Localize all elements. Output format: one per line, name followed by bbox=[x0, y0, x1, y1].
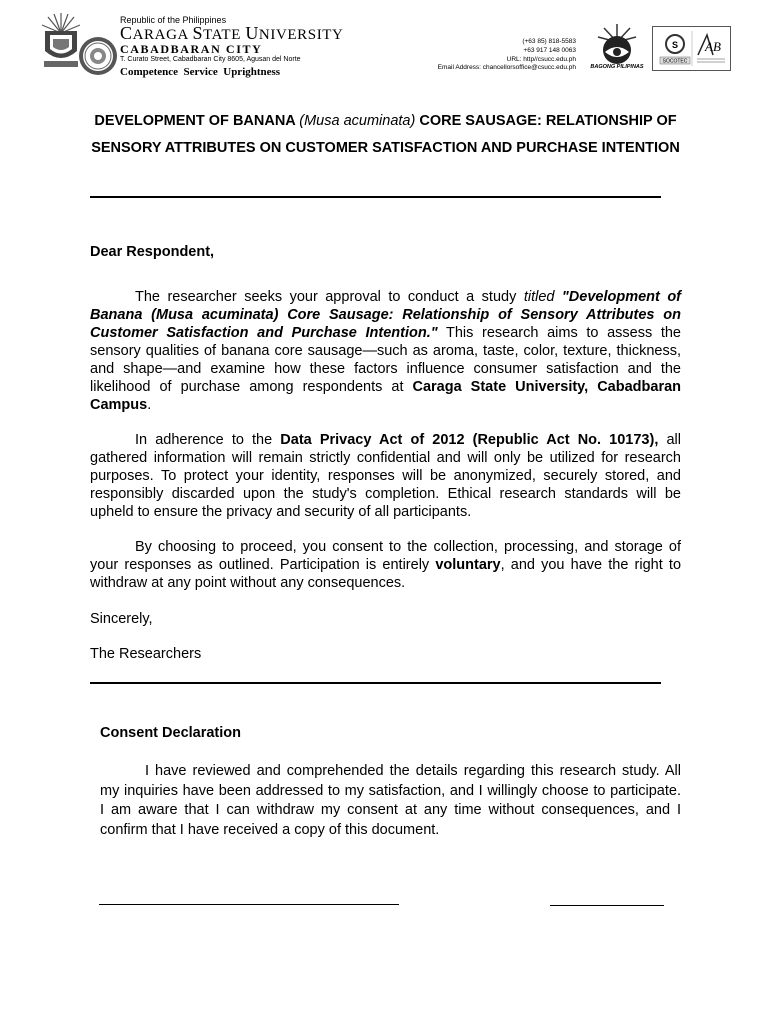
republic-text: Republic of the Philippines bbox=[120, 15, 227, 25]
consent-declaration-text: I have reviewed and comprehended the details regarding this research study. All my inquiries have been addressed to my satisfaction, and I willingly choose to participate. I am aware that I can withdraw my consent at any time without consequences, and I confirm that I have received a copy of this document. bbox=[100, 763, 681, 838]
cert-label: SOCOTEC bbox=[662, 58, 688, 65]
consent-text-b: , and you have the right to withdraw at any point without any consequences. bbox=[90, 557, 682, 591]
title-divider bbox=[90, 196, 661, 198]
website-url: URL: http//csucc.edu.ph bbox=[506, 55, 576, 63]
bagong-pilipinas-icon bbox=[586, 22, 648, 64]
consent-text-a: By choosing to proceed, you consent to the collection, processing, and storage of your responses as outlined. Participation is entirely bbox=[90, 539, 681, 573]
contact-info bbox=[438, 38, 576, 73]
university-name: CARAGA STATE UNIVERSITY bbox=[120, 23, 344, 43]
salutation: Dear Respondent, bbox=[90, 244, 215, 260]
bagong-pilipinas-logo bbox=[586, 22, 648, 74]
voluntary-text: voluntary bbox=[435, 557, 501, 573]
privacy-law: Data Privacy Act of 2012 (Republic Act No. 10173), bbox=[280, 432, 659, 448]
signature-researchers: The Researchers bbox=[90, 646, 202, 662]
study-title: "Development of Banana (Musa acuminata) Core Sausage: Relationship of Sensory Attributes on Customer Satisfaction and Purchase Intention." bbox=[90, 289, 681, 341]
email-address: Email Address: chancellorsoffice@csucc.edu.ph bbox=[437, 64, 576, 72]
study-location: Caraga State University, Cabadbaran Campus bbox=[90, 379, 682, 413]
title-part-1: DEVELOPMENT OF BANANA bbox=[94, 113, 296, 129]
privacy-text-b: all gathered information will remain strictly confidential and will only be utilized for research purposes. To protect your identity, responses will be anonymized, securely stored, and responsibly discarded upon the study's completion. Ethical research standards will be upheld to ensure the privacy and security of all participants. bbox=[90, 432, 681, 520]
svg-text:S: S bbox=[671, 40, 679, 50]
campus-seal-icon bbox=[78, 36, 118, 76]
document-title bbox=[90, 108, 681, 161]
letterhead bbox=[0, 0, 768, 84]
letter-divider bbox=[90, 682, 661, 684]
phone-1: (+63 85) 818-5583 bbox=[522, 38, 576, 45]
date-line bbox=[550, 905, 664, 906]
closing: Sincerely, bbox=[90, 611, 153, 627]
certification-icon bbox=[653, 27, 730, 70]
motto-service: Service bbox=[183, 66, 218, 78]
university-info bbox=[120, 15, 410, 80]
bagong-pilipinas-label: BAGONG PILIPINAS bbox=[590, 64, 644, 70]
intro-text-b: This research aims to assess the sensory qualities of banana core sausage—such as aroma, taste, color, texture, thickness, and shape—and examine how these factors influence consumer satisfaction and the likelihood of purchase among respondents at bbox=[90, 325, 681, 395]
title-species: (Musa acuminata) bbox=[299, 113, 416, 129]
phone-2: +63 917 148 0063 bbox=[523, 46, 576, 54]
city-name: CABADBARAN CITY bbox=[120, 42, 263, 56]
consent-heading: Consent Declaration bbox=[100, 725, 241, 741]
certification-box bbox=[652, 26, 731, 71]
intro-paragraph bbox=[90, 288, 681, 414]
intro-period: . bbox=[147, 397, 152, 413]
consent-paragraph bbox=[90, 538, 681, 592]
intro-text-a: The researcher seeks your approval to conduct a study bbox=[135, 289, 517, 305]
signature-line bbox=[99, 904, 399, 905]
intro-titled: titled bbox=[523, 289, 555, 305]
university-seal-icon bbox=[40, 11, 82, 71]
motto bbox=[120, 64, 410, 80]
address-text: T. Curato Street, Cabadbaran City 8605, Agusan del Norte bbox=[120, 56, 301, 63]
privacy-text-a: In adherence to the bbox=[135, 432, 273, 448]
privacy-paragraph bbox=[90, 431, 681, 521]
motto-competence: Competence bbox=[120, 66, 179, 78]
cert-mark: AB bbox=[705, 39, 721, 54]
title-part-2: CORE SAUSAGE: RELATIONSHIP OF SENSORY ATTRIBUTES ON CUSTOMER SATISFACTION AND PURCHASE INTENTION bbox=[91, 113, 680, 156]
motto-uprightness: Uprightness bbox=[223, 66, 281, 78]
